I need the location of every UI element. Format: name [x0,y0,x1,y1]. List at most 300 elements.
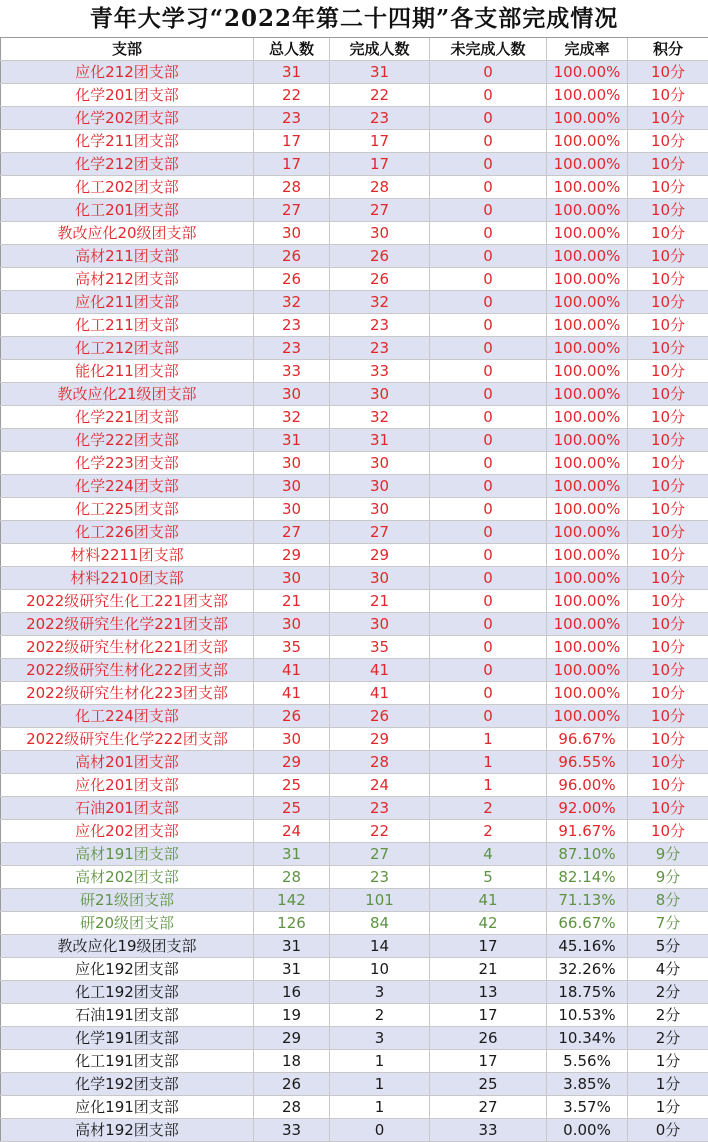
cell-undone: 1 [430,728,547,751]
cell-score: 4分 [628,958,708,981]
cell-rate: 100.00% [547,245,628,268]
cell-total: 126 [254,912,330,935]
cell-rate: 100.00% [547,337,628,360]
table-row [1,268,708,291]
cell-done: 1 [330,1050,430,1073]
cell-total: 41 [254,659,330,682]
cell-score: 10分 [628,820,708,843]
cell-undone: 25 [430,1073,547,1096]
cell-done: 23 [330,107,430,130]
cell-score: 1分 [628,1050,708,1073]
cell-done: 23 [330,797,430,820]
table-row [1,337,708,360]
cell-branch: 应化192团支部 [1,958,254,981]
cell-score: 10分 [628,360,708,383]
cell-score: 2分 [628,981,708,1004]
cell-done: 84 [330,912,430,935]
cell-branch: 2022级研究生化工221团支部 [1,590,254,613]
cell-undone: 17 [430,1050,547,1073]
cell-branch: 研20级团支部 [1,912,254,935]
cell-rate: 0.00% [547,1119,628,1142]
cell-done: 21 [330,590,430,613]
cell-total: 31 [254,61,330,84]
cell-rate: 66.67% [547,912,628,935]
cell-total: 23 [254,314,330,337]
cell-total: 19 [254,1004,330,1027]
cell-undone: 0 [430,705,547,728]
cell-branch: 2022级研究生化学221团支部 [1,613,254,636]
cell-undone: 17 [430,935,547,958]
cell-rate: 100.00% [547,636,628,659]
cell-branch: 高材202团支部 [1,866,254,889]
cell-total: 27 [254,521,330,544]
cell-rate: 100.00% [547,544,628,567]
cell-branch: 高材191团支部 [1,843,254,866]
cell-undone: 33 [430,1119,547,1142]
cell-done: 29 [330,544,430,567]
cell-rate: 100.00% [547,383,628,406]
cell-total: 28 [254,866,330,889]
cell-done: 26 [330,268,430,291]
cell-branch: 应化212团支部 [1,61,254,84]
cell-done: 41 [330,659,430,682]
cell-branch: 应化201团支部 [1,774,254,797]
cell-undone: 0 [430,590,547,613]
cell-total: 32 [254,291,330,314]
cell-done: 10 [330,958,430,981]
cell-branch: 化工226团支部 [1,521,254,544]
cell-branch: 化学212团支部 [1,153,254,176]
cell-done: 30 [330,498,430,521]
cell-done: 31 [330,429,430,452]
cell-branch: 化工211团支部 [1,314,254,337]
cell-done: 28 [330,751,430,774]
cell-score: 8分 [628,889,708,912]
header-undone: 未完成人数 [430,38,547,61]
cell-score: 1分 [628,1073,708,1096]
cell-score: 10分 [628,153,708,176]
cell-score: 10分 [628,429,708,452]
cell-total: 25 [254,797,330,820]
cell-total: 142 [254,889,330,912]
cell-score: 10分 [628,245,708,268]
cell-branch: 化工191团支部 [1,1050,254,1073]
cell-score: 10分 [628,222,708,245]
cell-undone: 27 [430,1096,547,1119]
cell-score: 0分 [628,1119,708,1142]
cell-branch: 2022级研究生材化223团支部 [1,682,254,705]
cell-score: 10分 [628,475,708,498]
cell-branch: 化工192团支部 [1,981,254,1004]
cell-done: 30 [330,613,430,636]
cell-rate: 100.00% [547,199,628,222]
cell-branch: 石油201团支部 [1,797,254,820]
cell-total: 25 [254,774,330,797]
cell-branch: 教改应化20级团支部 [1,222,254,245]
cell-branch: 化工212团支部 [1,337,254,360]
table-row [1,1119,708,1142]
cell-done: 101 [330,889,430,912]
cell-total: 33 [254,360,330,383]
cell-rate: 100.00% [547,429,628,452]
table-row [1,866,708,889]
cell-undone: 0 [430,130,547,153]
cell-undone: 0 [430,176,547,199]
cell-rate: 3.57% [547,1096,628,1119]
cell-total: 27 [254,199,330,222]
cell-score: 10分 [628,544,708,567]
cell-score: 10分 [628,659,708,682]
cell-total: 26 [254,245,330,268]
cell-total: 31 [254,935,330,958]
table-row [1,452,708,475]
cell-score: 10分 [628,613,708,636]
header-total: 总人数 [254,38,330,61]
cell-total: 21 [254,590,330,613]
cell-branch: 教改应化19级团支部 [1,935,254,958]
cell-score: 10分 [628,406,708,429]
table-row [1,820,708,843]
table-row [1,429,708,452]
cell-undone: 0 [430,153,547,176]
cell-total: 23 [254,337,330,360]
cell-score: 10分 [628,705,708,728]
cell-score: 9分 [628,866,708,889]
cell-score: 10分 [628,61,708,84]
cell-branch: 2022级研究生化学222团支部 [1,728,254,751]
cell-done: 1 [330,1096,430,1119]
cell-branch: 材料2210团支部 [1,567,254,590]
cell-branch: 化工201团支部 [1,199,254,222]
cell-branch: 化学222团支部 [1,429,254,452]
cell-done: 17 [330,153,430,176]
cell-rate: 100.00% [547,291,628,314]
cell-rate: 96.55% [547,751,628,774]
cell-undone: 0 [430,383,547,406]
cell-done: 3 [330,1027,430,1050]
sheet-title: 青年大学习“2022年第二十四期”各支部完成情况 [0,0,708,38]
cell-branch: 高材201团支部 [1,751,254,774]
completion-table [0,38,708,1142]
cell-branch: 2022级研究生材化222团支部 [1,659,254,682]
cell-total: 26 [254,1073,330,1096]
cell-done: 22 [330,84,430,107]
cell-total: 29 [254,751,330,774]
cell-total: 30 [254,222,330,245]
cell-undone: 0 [430,245,547,268]
cell-total: 16 [254,981,330,1004]
cell-rate: 96.00% [547,774,628,797]
cell-score: 10分 [628,291,708,314]
cell-undone: 2 [430,797,547,820]
cell-undone: 0 [430,61,547,84]
cell-undone: 0 [430,475,547,498]
cell-score: 10分 [628,636,708,659]
cell-score: 9分 [628,843,708,866]
cell-undone: 17 [430,1004,547,1027]
cell-undone: 0 [430,360,547,383]
cell-done: 17 [330,130,430,153]
cell-undone: 1 [430,774,547,797]
cell-score: 5分 [628,935,708,958]
cell-rate: 100.00% [547,498,628,521]
cell-done: 2 [330,1004,430,1027]
cell-total: 22 [254,84,330,107]
cell-score: 10分 [628,567,708,590]
cell-undone: 13 [430,981,547,1004]
cell-undone: 21 [430,958,547,981]
table-row [1,659,708,682]
table-row [1,1096,708,1119]
header-score: 积分 [628,38,708,61]
table-row [1,935,708,958]
cell-total: 30 [254,452,330,475]
cell-undone: 0 [430,567,547,590]
table-row [1,521,708,544]
cell-done: 22 [330,820,430,843]
cell-done: 31 [330,61,430,84]
cell-done: 32 [330,291,430,314]
cell-done: 41 [330,682,430,705]
cell-rate: 100.00% [547,360,628,383]
cell-total: 31 [254,429,330,452]
cell-total: 30 [254,728,330,751]
cell-done: 29 [330,728,430,751]
cell-undone: 0 [430,268,547,291]
cell-score: 10分 [628,268,708,291]
table-row [1,245,708,268]
cell-rate: 100.00% [547,406,628,429]
cell-total: 28 [254,176,330,199]
cell-branch: 研21级团支部 [1,889,254,912]
cell-rate: 92.00% [547,797,628,820]
cell-branch: 材料2211团支部 [1,544,254,567]
table-row [1,567,708,590]
cell-undone: 0 [430,291,547,314]
cell-done: 0 [330,1119,430,1142]
cell-branch: 应化202团支部 [1,820,254,843]
cell-undone: 0 [430,222,547,245]
table-row [1,981,708,1004]
cell-undone: 0 [430,544,547,567]
cell-rate: 100.00% [547,84,628,107]
cell-score: 10分 [628,797,708,820]
cell-rate: 100.00% [547,107,628,130]
table-row [1,590,708,613]
table-row [1,636,708,659]
table-row [1,774,708,797]
cell-undone: 0 [430,613,547,636]
cell-undone: 0 [430,314,547,337]
cell-done: 30 [330,567,430,590]
cell-score: 10分 [628,728,708,751]
cell-score: 10分 [628,521,708,544]
cell-done: 27 [330,521,430,544]
cell-total: 24 [254,820,330,843]
cell-rate: 10.34% [547,1027,628,1050]
cell-total: 17 [254,130,330,153]
cell-rate: 87.10% [547,843,628,866]
cell-undone: 0 [430,636,547,659]
cell-rate: 96.67% [547,728,628,751]
cell-undone: 0 [430,199,547,222]
cell-score: 10分 [628,751,708,774]
cell-undone: 0 [430,659,547,682]
cell-undone: 0 [430,429,547,452]
cell-rate: 100.00% [547,567,628,590]
cell-undone: 0 [430,521,547,544]
cell-total: 29 [254,544,330,567]
cell-total: 26 [254,705,330,728]
cell-branch: 化工225团支部 [1,498,254,521]
cell-branch: 高材212团支部 [1,268,254,291]
cell-score: 10分 [628,590,708,613]
cell-undone: 1 [430,751,547,774]
header-done: 完成人数 [330,38,430,61]
cell-rate: 32.26% [547,958,628,981]
cell-score: 10分 [628,452,708,475]
cell-done: 30 [330,222,430,245]
cell-total: 30 [254,475,330,498]
table-row [1,291,708,314]
cell-rate: 100.00% [547,590,628,613]
cell-undone: 2 [430,820,547,843]
cell-undone: 0 [430,682,547,705]
cell-branch: 化学223团支部 [1,452,254,475]
cell-done: 24 [330,774,430,797]
cell-branch: 高材211团支部 [1,245,254,268]
cell-branch: 化工224团支部 [1,705,254,728]
table-row [1,912,708,935]
cell-rate: 100.00% [547,613,628,636]
cell-undone: 41 [430,889,547,912]
table-row [1,176,708,199]
cell-done: 23 [330,314,430,337]
cell-undone: 0 [430,337,547,360]
cell-score: 10分 [628,84,708,107]
cell-rate: 5.56% [547,1050,628,1073]
cell-rate: 3.85% [547,1073,628,1096]
cell-total: 33 [254,1119,330,1142]
header-branch: 支部 [1,38,254,61]
table-body [1,61,708,1142]
cell-undone: 42 [430,912,547,935]
cell-rate: 100.00% [547,521,628,544]
cell-done: 1 [330,1073,430,1096]
table-row [1,728,708,751]
cell-done: 14 [330,935,430,958]
cell-branch: 化学211团支部 [1,130,254,153]
cell-done: 27 [330,843,430,866]
cell-branch: 应化211团支部 [1,291,254,314]
cell-branch: 石油191团支部 [1,1004,254,1027]
cell-done: 35 [330,636,430,659]
table-row [1,222,708,245]
table-row [1,314,708,337]
cell-rate: 100.00% [547,130,628,153]
cell-branch: 化学224团支部 [1,475,254,498]
cell-score: 10分 [628,314,708,337]
cell-score: 10分 [628,337,708,360]
table-row [1,682,708,705]
table-row [1,107,708,130]
cell-branch: 高材192团支部 [1,1119,254,1142]
cell-score: 2分 [628,1004,708,1027]
cell-rate: 100.00% [547,452,628,475]
cell-undone: 4 [430,843,547,866]
cell-rate: 100.00% [547,659,628,682]
cell-score: 10分 [628,498,708,521]
table-row [1,889,708,912]
table-row [1,130,708,153]
cell-undone: 0 [430,406,547,429]
cell-undone: 26 [430,1027,547,1050]
cell-rate: 100.00% [547,61,628,84]
cell-score: 10分 [628,774,708,797]
cell-rate: 100.00% [547,682,628,705]
header-rate: 完成率 [547,38,628,61]
cell-total: 30 [254,613,330,636]
cell-total: 31 [254,843,330,866]
cell-total: 30 [254,383,330,406]
table-row [1,1050,708,1073]
cell-branch: 应化191团支部 [1,1096,254,1119]
cell-rate: 100.00% [547,268,628,291]
cell-undone: 0 [430,498,547,521]
cell-rate: 100.00% [547,153,628,176]
cell-branch: 化学221团支部 [1,406,254,429]
table-row [1,383,708,406]
cell-rate: 45.16% [547,935,628,958]
header-row [1,38,708,61]
cell-done: 23 [330,337,430,360]
cell-total: 17 [254,153,330,176]
cell-rate: 82.14% [547,866,628,889]
cell-done: 30 [330,475,430,498]
cell-total: 28 [254,1096,330,1119]
table-row [1,613,708,636]
cell-branch: 化学192团支部 [1,1073,254,1096]
cell-total: 32 [254,406,330,429]
cell-score: 10分 [628,682,708,705]
cell-undone: 5 [430,866,547,889]
cell-total: 18 [254,1050,330,1073]
cell-score: 10分 [628,107,708,130]
table-row [1,544,708,567]
table-row [1,797,708,820]
table-row [1,360,708,383]
cell-done: 33 [330,360,430,383]
table-row [1,498,708,521]
cell-score: 2分 [628,1027,708,1050]
table-row [1,1073,708,1096]
table-row [1,1004,708,1027]
cell-rate: 18.75% [547,981,628,1004]
table-row [1,475,708,498]
cell-branch: 教改应化21级团支部 [1,383,254,406]
table-row [1,843,708,866]
cell-branch: 化学201团支部 [1,84,254,107]
cell-branch: 化学202团支部 [1,107,254,130]
cell-score: 7分 [628,912,708,935]
cell-score: 1分 [628,1096,708,1119]
cell-rate: 71.13% [547,889,628,912]
cell-done: 27 [330,199,430,222]
cell-done: 32 [330,406,430,429]
table-row [1,751,708,774]
cell-rate: 100.00% [547,222,628,245]
cell-done: 3 [330,981,430,1004]
